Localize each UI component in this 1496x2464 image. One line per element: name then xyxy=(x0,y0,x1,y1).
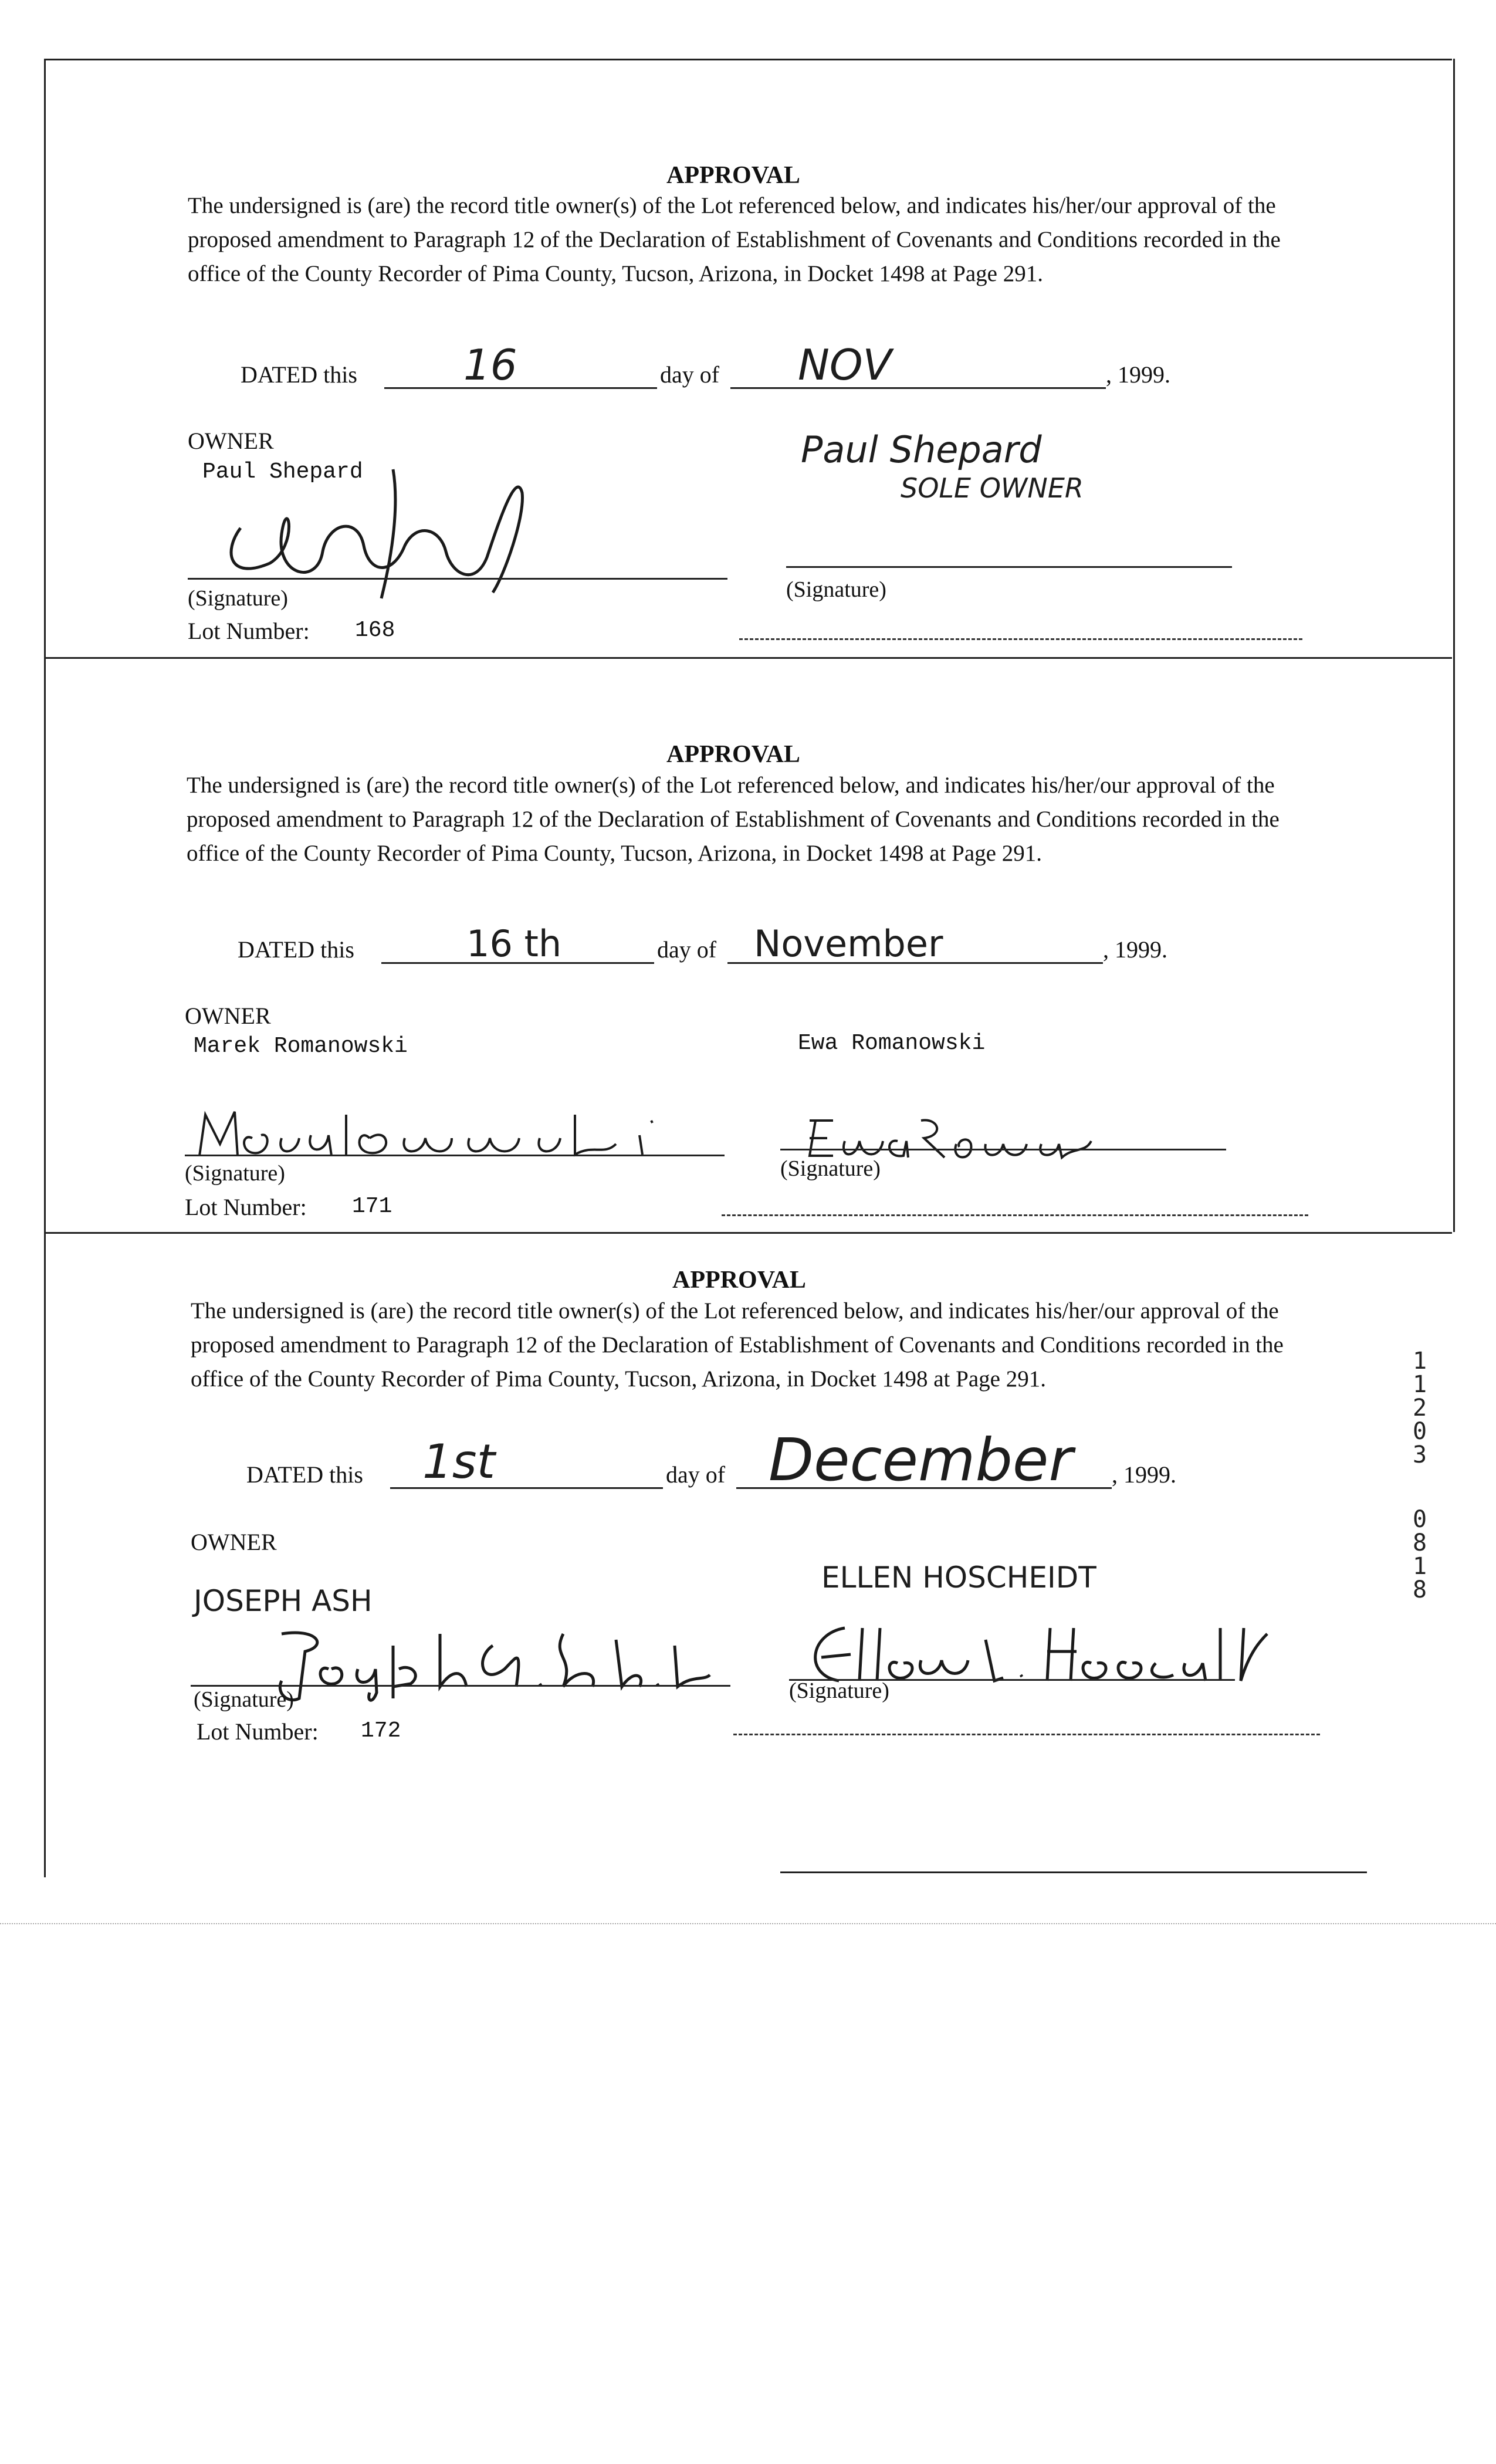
stamp-digit: 1 xyxy=(1412,1348,1427,1375)
frame-divider-2 xyxy=(44,1232,1452,1234)
recording-stamp xyxy=(1408,1349,1431,1602)
approval-3-separator xyxy=(733,1734,1320,1735)
approval-1-title: APPROVAL xyxy=(666,162,800,189)
approval-3-owner1-hand: JOSEPH ASH xyxy=(194,1584,373,1618)
approval-1-sig-label-2: (Signature) xyxy=(786,577,886,602)
approval-3-title: APPROVAL xyxy=(672,1267,806,1294)
approval-3-lot-value: 172 xyxy=(361,1718,401,1744)
frame-left xyxy=(44,59,46,1877)
approval-3-paragraph: The undersigned is (are) the record title owner(s) of the Lot referenced below, and indicates his/her/our approval of the proposed amendment to Paragraph 12 of the Declaration of Establishment of Covenants and Conditions recorded in the office of the County Recorder of Pima County, Tucson, Arizona, in Docket 1498 at Page 291. xyxy=(191,1298,1284,1392)
approval-1-owner1-typed: Paul Shepard xyxy=(202,459,363,485)
approval-2-year: , 1999. xyxy=(1103,936,1167,963)
approval-1-sig-line-1 xyxy=(188,578,727,580)
approval-2-owner2-typed: Ewa Romanowski xyxy=(798,1031,986,1056)
stamp-digit: 1 xyxy=(1412,1553,1427,1580)
approval-2-day-value: 16 th xyxy=(466,922,562,965)
approval-1-dated-label: DATED this xyxy=(241,361,357,388)
approval-2-lot-label: Lot Number: xyxy=(185,1194,307,1220)
stamp-digit: 1 xyxy=(1412,1371,1427,1398)
approval-2-day-of-label: day of xyxy=(657,936,717,963)
approval-1-day-of-label: day of xyxy=(660,361,720,388)
approval-1-paragraph: The undersigned is (are) the record title owner(s) of the Lot referenced below, and indicates his/her/our approval of the proposed amendment to Paragraph 12 of the Declaration of Establishment of Covenants and Conditions recorded in the office of the County Recorder of Pima County, Tucson, Arizona, in Docket 1498 at Page 291. xyxy=(188,193,1281,286)
frame-bottom xyxy=(780,1871,1367,1873)
approval-3-dated-label: DATED this xyxy=(246,1461,363,1488)
approval-3-month-value: December xyxy=(769,1426,1073,1494)
approval-2-sig-line-2 xyxy=(780,1149,1226,1150)
approval-1-owner-label: OWNER xyxy=(188,428,274,454)
stamp-digit xyxy=(1408,1467,1431,1508)
approval-2-title: APPROVAL xyxy=(666,741,800,768)
approval-1-sig-line-2 xyxy=(786,566,1232,568)
approval-1-separator xyxy=(739,638,1302,640)
approval-1-owner2-hand-line2: SOLE OWNER xyxy=(901,472,1084,504)
approval-1-lot-label: Lot Number: xyxy=(188,618,310,644)
stamp-digit: 2 xyxy=(1412,1395,1427,1421)
approval-1-month-value: NOV xyxy=(798,340,892,390)
approval-2-sig-line-1 xyxy=(185,1155,725,1156)
approval-1-lot-value: 168 xyxy=(355,618,395,643)
approval-1-day-line xyxy=(384,387,657,389)
frame-right-2 xyxy=(1453,657,1455,1232)
approval-2-sig-label-2: (Signature) xyxy=(780,1156,881,1181)
approval-1-year: , 1999. xyxy=(1106,361,1170,388)
stamp-digit: 3 xyxy=(1412,1441,1427,1468)
approval-2-month-value: November xyxy=(754,922,943,965)
scan-edge xyxy=(0,1923,1496,1924)
approval-3-day-of-label: day of xyxy=(666,1461,726,1488)
approval-3-owner-label: OWNER xyxy=(191,1529,277,1555)
approval-2-owner-label: OWNER xyxy=(185,1003,271,1029)
approval-2-owner1-typed: Marek Romanowski xyxy=(194,1034,408,1059)
approval-2-dated-label: DATED this xyxy=(238,936,354,963)
frame-right xyxy=(1453,59,1455,657)
approval-3-year: , 1999. xyxy=(1112,1461,1176,1488)
approval-3-owner2-hand: ELLEN HOSCHEIDT xyxy=(821,1561,1096,1595)
approval-3-day-value: 1st xyxy=(422,1434,495,1489)
stamp-digit: 0 xyxy=(1412,1506,1427,1533)
approval-2-separator xyxy=(722,1214,1308,1216)
approval-3-owner1-signature xyxy=(246,1622,716,1704)
frame-divider-1 xyxy=(44,657,1452,659)
approval-2-sig-label-1: (Signature) xyxy=(185,1161,285,1186)
stamp-digit: 8 xyxy=(1412,1529,1427,1556)
approval-3-sig-label-1: (Signature) xyxy=(194,1687,294,1712)
stamp-digit: 8 xyxy=(1412,1576,1427,1603)
approval-3-sig-label-2: (Signature) xyxy=(789,1678,889,1703)
approval-1-day-value: 16 xyxy=(463,340,517,390)
approval-2-paragraph: The undersigned is (are) the record title owner(s) of the Lot referenced below, and indicates his/her/our approval of the proposed amendment to Paragraph 12 of the Declaration of Establishment of Covenants and Conditions recorded in the office of the County Recorder of Pima County, Tucson, Arizona, in Docket 1498 at Page 291. xyxy=(187,773,1280,866)
approval-2-lot-value: 171 xyxy=(352,1194,392,1219)
approval-3-lot-label: Lot Number: xyxy=(197,1718,319,1745)
stamp-digit: 0 xyxy=(1412,1418,1427,1445)
approval-1-owner2-hand-line1: Paul Shepard xyxy=(801,428,1042,471)
frame-top xyxy=(44,59,1452,60)
approval-1-month-line xyxy=(730,387,1106,389)
approval-2-owner1-signature xyxy=(194,1103,710,1167)
approval-1-sig-label-1: (Signature) xyxy=(188,586,288,611)
